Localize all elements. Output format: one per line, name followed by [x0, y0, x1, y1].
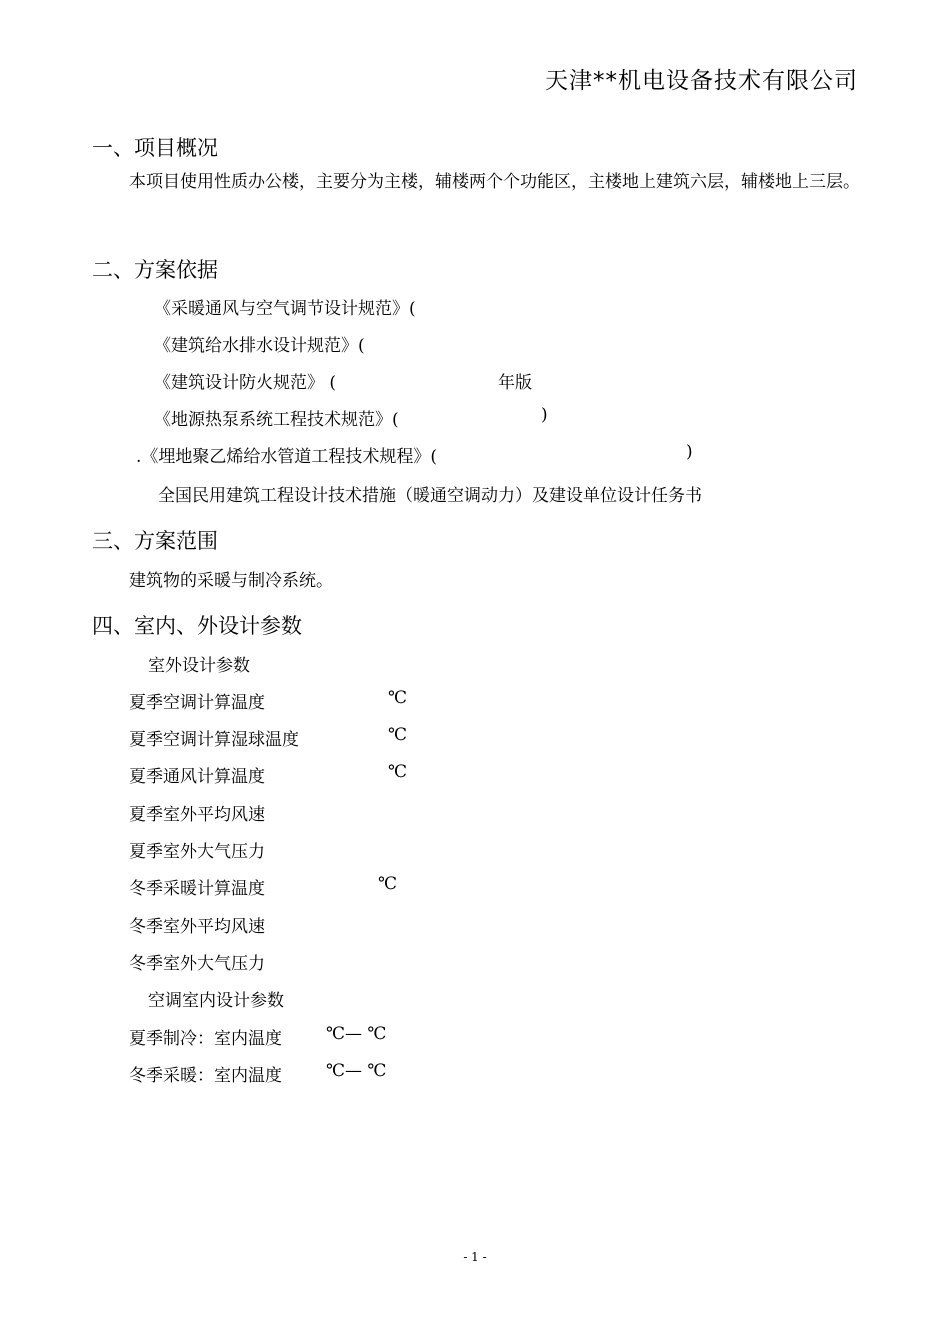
- section-title-basis: 二、方案依据: [92, 258, 218, 282]
- param-label: 夏季空调计算湿球温度: [129, 730, 299, 750]
- param-unit: ℃: [388, 762, 408, 782]
- param-label: 冬季室外大气压力: [129, 954, 265, 974]
- reference-close-paren: ): [541, 405, 548, 425]
- page-number: - 1 -: [463, 1250, 487, 1264]
- param-label: 夏季室外大气压力: [129, 842, 265, 862]
- scope-text: 建筑物的采暖与制冷系统。: [129, 571, 333, 591]
- param-unit: ℃: [388, 688, 408, 708]
- param-label: 夏季制冷：室内温度: [129, 1029, 282, 1049]
- reference-item: 全国民用建筑工程设计技术措施（暖通空调动力）及建设单位设计任务书: [158, 486, 702, 506]
- param-label: 冬季室外平均风速: [129, 917, 265, 937]
- param-label: 夏季通风计算温度: [129, 767, 265, 787]
- reference-item: .《埋地聚乙烯给水管道工程技术规程》(: [136, 447, 438, 467]
- reference-item: 《采暖通风与空气调节设计规范》(: [154, 299, 416, 319]
- param-range: ℃— ℃: [326, 1024, 387, 1044]
- param-unit: ℃: [388, 725, 408, 745]
- param-label: 冬季采暖计算温度: [129, 879, 265, 899]
- reference-item: 《地源热泵系统工程技术规范》(: [154, 410, 399, 430]
- outdoor-params-heading: 室外设计参数: [148, 656, 250, 676]
- reference-item: 《建筑给水排水设计规范》(: [154, 336, 365, 356]
- overview-paragraph: 本项目使用性质办公楼，主要分为主楼，辅楼两个个功能区，主楼地上建筑六层，辅楼地上三层。: [129, 172, 860, 192]
- param-label: 夏季室外平均风速: [129, 805, 265, 825]
- section-title-parameters: 四、室内、外设计参数: [92, 614, 302, 638]
- section-title-overview: 一、项目概况: [92, 136, 218, 160]
- param-unit: ℃: [378, 874, 398, 894]
- param-label: 夏季空调计算温度: [129, 693, 265, 713]
- company-name: 天津**机电设备技术有限公司: [545, 68, 858, 94]
- reference-close-paren: ): [686, 442, 693, 462]
- indoor-params-heading: 空调室内设计参数: [148, 991, 284, 1011]
- reference-item: 《建筑设计防火规范》 (: [154, 373, 337, 393]
- reference-year-suffix: 年版: [498, 373, 532, 393]
- section-title-scope: 三、方案范围: [92, 529, 218, 553]
- param-label: 冬季采暖：室内温度: [129, 1066, 282, 1086]
- param-range: ℃— ℃: [326, 1061, 387, 1081]
